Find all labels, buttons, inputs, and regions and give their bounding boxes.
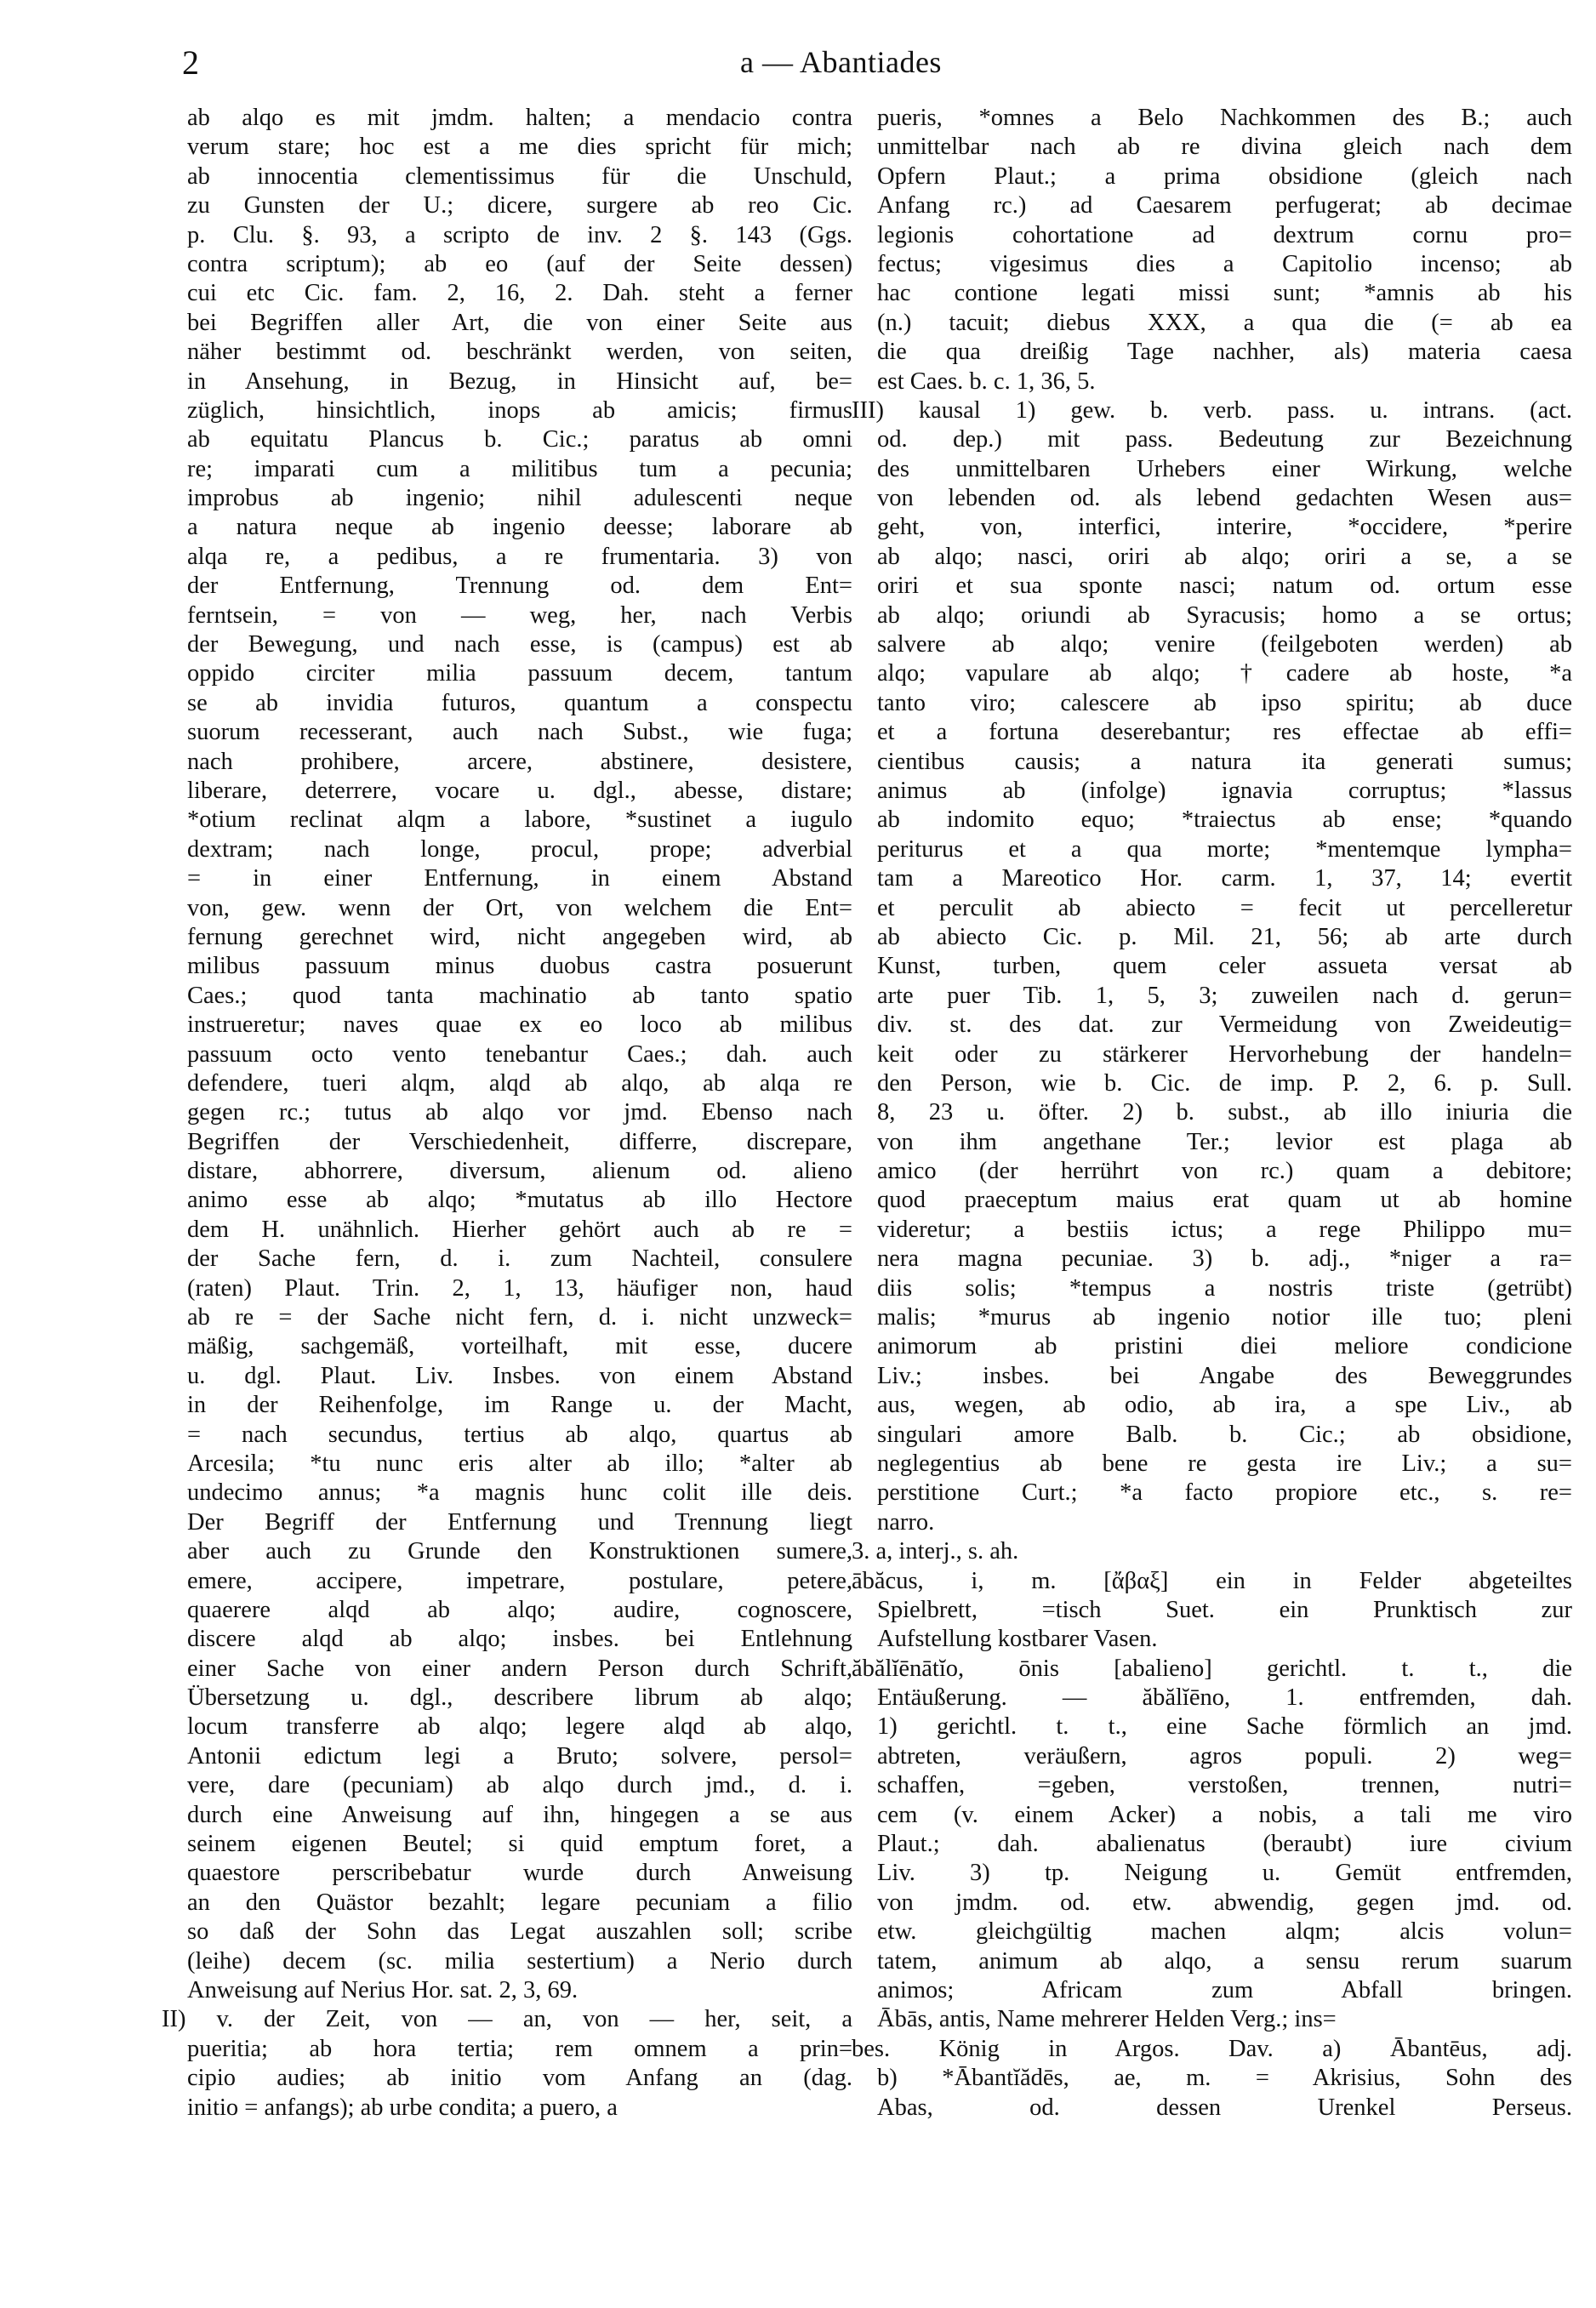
text-line: pueris, *omnes a Belo Nachkommen des B.; auch xyxy=(877,105,1572,131)
right-column xyxy=(852,104,1572,2123)
text-line: von, gew. wenn der Ort, von welchem die Ent= xyxy=(187,894,852,921)
text-line: von jmdm. od. etw. abwendig, gegen jmd. od. xyxy=(877,1889,1572,1916)
text-line: von ihm angethane Ter.; levior est plaga ab xyxy=(877,1128,1572,1155)
text-line: Aufstellung kostbarer Vasen. xyxy=(877,1626,1158,1653)
text-line: emere, accipere, impetrare, postulare, petere, xyxy=(187,1567,852,1594)
text-line: Begriffen der Verschiedenheit, differre, discrepare, xyxy=(187,1128,852,1155)
text-line: einer Sache von einer andern Person durch Schrift, xyxy=(187,1655,852,1682)
text-line: der Sache fern, d. i. zum Nachteil, consulere xyxy=(187,1245,852,1273)
text-line: liberare, deterrere, vocare u. dgl., abesse, distare; xyxy=(187,777,852,804)
text-line: perstitione Curt.; *a facto propiore etc., s. re= xyxy=(877,1479,1572,1507)
text-line: cui etc Cic. fam. 2, 16, 2. Dah. steht a ferner xyxy=(187,280,852,307)
text-line: defendere, tueri alqm, alqd ab alqo, ab alqa re xyxy=(187,1069,852,1097)
text-line: fectus; vigesimus dies a Capitolio incenso; ab xyxy=(877,250,1572,277)
text-line: narro. xyxy=(877,1508,935,1536)
text-line: ab innocentia clementissimus für die Unschuld, xyxy=(187,162,852,190)
text-line: cipio audies; ab initio vom Anfang an (dag. xyxy=(187,2065,852,2092)
text-line: u. dgl. Plaut. Liv. Insbes. von einem Abstand xyxy=(187,1362,852,1389)
text-line: Antonii edictum legi a Bruto; solvere, persol= xyxy=(187,1742,852,1769)
text-line: Liv. 3) tp. Neigung u. Gemüt entfremden, xyxy=(877,1860,1572,1887)
text-line: aus, wegen, ab odio, ab ira, a spe Liv., ab xyxy=(877,1392,1572,1419)
text-line: Entäußerung. — ăbălĭēno, 1. entfremden, dah. xyxy=(877,1684,1572,1712)
text-line: 1) gerichtl. t. t., eine Sache förmlich an jmd. xyxy=(877,1713,1572,1741)
text-line: ab indomito equo; *traiectus ab ense; *quando xyxy=(877,806,1572,834)
text-line: Opfern Plaut.; a prima obsidione (gleich nach xyxy=(877,162,1572,190)
page-number: 2 xyxy=(182,43,199,82)
text-line: gegen rc.; tutus ab alqo vor jmd. Ebenso nach xyxy=(187,1099,852,1126)
text-line: ab alqo es mit jmdm. halten; a mendacio contra xyxy=(187,105,852,131)
text-line: Caes.; quod tanta machinatio ab tanto spatio xyxy=(187,982,852,1009)
text-line: (raten) Plaut. Trin. 2, 1, 13, häufiger non, haud xyxy=(187,1274,852,1302)
text-line: mäßig, sachgemäß, vorteilhaft, mit esse, ducere xyxy=(187,1333,852,1360)
text-line: Anweisung auf Nerius Hor. sat. 2, 3, 69. xyxy=(187,1977,579,2003)
text-line: = in einer Entfernung, in einem Abstand xyxy=(187,865,852,892)
text-line: tatem, animum ab alqo, a sensu rerum suarum xyxy=(877,1947,1572,1975)
text-line: cem (v. einem Acker) a nobis, a tali me viro xyxy=(877,1801,1572,1828)
text-line: Liv.; insbes. bei Angabe des Beweggrundes xyxy=(877,1362,1572,1389)
text-line: locum transferre ab alqo; legere alqd ab alqo, xyxy=(187,1713,852,1741)
text-line: Kunst, turben, quem celer assueta versat ab xyxy=(877,953,1572,980)
text-line: ab re = der Sache nicht fern, d. i. nicht unzweck= xyxy=(187,1304,852,1331)
text-line: milibus passuum minus duobus castra posuerunt xyxy=(187,953,852,980)
entry-start-line: ābăcus, i, m. [ἄβαξ] ein in Felder abgeteiltes xyxy=(852,1567,1572,1594)
text-line: unmittelbar nach ab re divina gleich nach dem xyxy=(877,134,1572,161)
text-line: ab abiecto Cic. p. Mil. 21, 56; ab arte durch xyxy=(877,923,1572,950)
text-line: salvere ab alqo; venire (feilgeboten werden) ab xyxy=(877,631,1572,658)
text-line: alqa re, a pedibus, a re frumentaria. 3) von xyxy=(187,543,852,570)
text-line: quaestore perscribebatur wurde durch Anweisung xyxy=(187,1860,852,1887)
text-line: Abas, od. dessen Urenkel Perseus. xyxy=(877,2094,1572,2121)
text-line: dextram; nach longe, procul, prope; adverbial xyxy=(187,835,852,863)
text-line: etw. gleichgültig machen alqm; alcis volun= xyxy=(877,1918,1572,1946)
text-line: quaerere alqd ab alqo; audire, cognoscere, xyxy=(187,1596,852,1623)
text-line: von lebenden od. als lebend gedachten Wesen aus= xyxy=(877,485,1572,512)
text-line: videretur; a bestiis ictus; a rege Philippo mu= xyxy=(877,1216,1572,1243)
entry-start-line: bes. König in Argos. Dav. a) Ābantēus, adj. xyxy=(852,2035,1572,2062)
text-line: seinem eigenen Beutel; si quid emptum foret, a xyxy=(187,1831,852,1858)
text-line: geht, von, interfici, interire, *occidere, *perire xyxy=(877,514,1572,541)
text-line: legionis cohortatione ad dextrum cornu pro= xyxy=(877,221,1572,248)
text-line: et perculit ab abiecto = fecit ut percelleretur xyxy=(877,894,1572,921)
text-line: nach prohibere, arcere, abstinere, desistere, xyxy=(187,748,852,775)
text-line: ab alqo; nasci, oriri ab alqo; oriri a se, a se xyxy=(877,543,1572,570)
text-line: Der Begriff der Entfernung und Trennung liegt xyxy=(187,1508,852,1536)
text-line: p. Clu. §. 93, a scripto de inv. 2 §. 143 (Ggs. xyxy=(187,221,852,248)
text-line: Anfang rc.) ad Caesarem perfugerat; ab decimae xyxy=(877,192,1572,219)
text-line: (leihe) decem (sc. milia sestertium) a Nerio durch xyxy=(187,1947,852,1975)
text-line: so daß der Sohn das Legat auszahlen soll; scribe xyxy=(187,1918,852,1946)
text-line: Plaut.; dah. abalienatus (beraubt) iure civium xyxy=(877,1831,1572,1858)
text-line: der Entfernung, Trennung od. dem Ent= xyxy=(187,573,852,600)
entry-start-line: 3. a, interj., s. ah. xyxy=(852,1538,1019,1565)
text-line: tanto viro; calescere ab ipso spiritu; ab duce xyxy=(877,689,1572,716)
text-line: singulari amore Balb. b. Cic.; ab obsidione, xyxy=(877,1421,1572,1448)
text-line: aber auch zu Grunde den Konstruktionen sumere, xyxy=(187,1538,852,1565)
text-line: contra scriptum); ab eo (auf der Seite dessen) xyxy=(187,250,852,277)
text-line: schaffen, =geben, verstoßen, trennen, nutri= xyxy=(877,1772,1572,1799)
text-line: zu Gunsten der U.; dicere, surgere ab reo Cic. xyxy=(187,192,852,219)
text-line: se ab invidia futuros, quantum a conspectu xyxy=(187,689,852,716)
text-line: abtreten, veräußern, agros populi. 2) weg= xyxy=(877,1742,1572,1769)
text-line: oriri et sua sponte nasci; natum od. ortum esse xyxy=(877,573,1572,600)
entry-start-line: III) kausal 1) gew. b. verb. pass. u. intrans. (act. xyxy=(852,396,1572,424)
text-line: passuum octo vento tenebantur Caes.; dah. auch xyxy=(187,1040,852,1068)
text-line: od. dep.) mit pass. Bedeutung zur Bezeichnung xyxy=(877,426,1572,453)
text-line: der Bewegung, und nach esse, is (campus) est ab xyxy=(187,631,852,658)
text-line: b) *Ābantĭădēs, ae, m. = Akrisius, Sohn des xyxy=(877,2065,1572,2092)
text-line: alqo; vapulare ab alqo; †cadere ab hoste, *a xyxy=(877,660,1572,687)
text-line: Ābās, antis, Name mehrerer Helden Verg.; ins= xyxy=(877,2006,1337,2033)
text-line: quod praeceptum maius erat quam ut ab homine xyxy=(877,1187,1572,1214)
text-line: animo esse ab alqo; *mutatus ab illo Hectore xyxy=(187,1187,852,1214)
text-line: tam a Mareotico Hor. carm. 1, 37, 14; evertit xyxy=(877,865,1572,892)
text-line: ferntsein, = von — weg, her, nach Verbis xyxy=(187,601,852,629)
text-line: Übersetzung u. dgl., describere librum ab alqo; xyxy=(187,1684,852,1712)
text-line: undecimo annus; *a magnis hunc colit ille deis. xyxy=(187,1479,852,1507)
text-line: div. st. des dat. zur Vermeidung von Zweideutig= xyxy=(877,1012,1572,1039)
text-line: bei Begriffen aller Art, die von einer Seite aus xyxy=(187,309,852,336)
text-line: = nach secundus, tertius ab alqo, quartus ab xyxy=(187,1421,852,1448)
text-line: animorum ab pristini diei meliore condicione xyxy=(877,1333,1572,1360)
running-title: a — Abantiades xyxy=(740,45,942,79)
text-line: Arcesila; *tu nunc eris alter ab illo; *alter ab xyxy=(187,1450,852,1477)
text-line: periturus et a qua morte; *mentemque lympha= xyxy=(877,835,1572,863)
text-line: initio = anfangs); ab urbe condita; a puero, a xyxy=(187,2094,618,2121)
text-line: a natura neque ab ingenio deesse; laborare ab xyxy=(187,514,852,541)
text-line: fernung gerechnet wird, nicht angegeben wird, ab xyxy=(187,923,852,950)
text-line: (n.) tacuit; diebus XXX, a qua die (= ab ea xyxy=(877,309,1572,336)
text-line: amico (der herrührt von rc.) quam a debitore; xyxy=(877,1158,1572,1185)
text-line: cientibus causis; a natura ita generati sumus; xyxy=(877,748,1572,775)
text-line: *otium reclinat alqm a labore, *sustinet a iugulo xyxy=(187,806,852,834)
text-line: den Person, wie b. Cic. de imp. P. 2, 6. p. Sull. xyxy=(877,1069,1572,1097)
text-line: nera magna pecuniae. 3) b. adj., *niger a ra= xyxy=(877,1245,1572,1273)
entry-start-line: ăbălĭēnātĭo, ōnis [abalieno] gerichtl. t. t., die xyxy=(852,1655,1572,1682)
text-line: discere alqd ab alqo; insbes. bei Entlehnung xyxy=(187,1626,852,1653)
text-line: distare, abhorrere, diversum, alienum od. alieno xyxy=(187,1158,852,1185)
text-line: verum stare; hoc est a me dies spricht für mich; xyxy=(187,134,852,161)
text-line: arte puer Tib. 1, 5, 3; zuweilen nach d. gerun= xyxy=(877,982,1572,1009)
text-line: improbus ab ingenio; nihil adulescenti neque xyxy=(187,485,852,512)
text-line: pueritia; ab hora tertia; rem omnem a prin= xyxy=(187,2035,852,2062)
text-line: instrueretur; naves quae ex eo loco ab milibus xyxy=(187,1012,852,1039)
text-line: durch eine Anweisung auf ihn, hingegen a se aus xyxy=(187,1801,852,1828)
text-line: dem H. unähnlich. Hierher gehört auch ab re = xyxy=(187,1216,852,1243)
text-line: malis; *murus ab ingenio notior ille tuo; pleni xyxy=(877,1304,1572,1331)
text-line: animus ab (infolge) ignavia corruptus; *lassus xyxy=(877,777,1572,804)
text-line: neglegentius ab bene re gesta ire Liv.; a su= xyxy=(877,1450,1572,1477)
text-line: die qua dreißig Tage nachher, als) materia caesa xyxy=(877,339,1572,366)
text-line: hac contione legati missi sunt; *amnis ab his xyxy=(877,280,1572,307)
text-line: re; imparati cum a militibus tum a pecunia; xyxy=(187,455,852,482)
entry-start-line: II) v. der Zeit, von — an, von — her, seit, a xyxy=(162,2006,852,2033)
text-line: keit oder zu stärkerer Hervorhebung der handeln= xyxy=(877,1040,1572,1068)
text-line: züglich, hinsichtlich, inops ab amicis; firmus xyxy=(187,396,852,424)
text-line: des unmittelbaren Urhebers einer Wirkung, welche xyxy=(877,455,1572,482)
text-line: suorum recesserant, auch nach Subst., wie fuga; xyxy=(187,719,852,746)
text-line: animos; Africam zum Abfall bringen. xyxy=(877,1977,1572,2003)
text-line: in der Reihenfolge, im Range u. der Macht, xyxy=(187,1392,852,1419)
text-line: ab equitatu Plancus b. Cic.; paratus ab omni xyxy=(187,426,852,453)
text-line: oppido circiter milia passuum decem, tantum xyxy=(187,660,852,687)
text-line: in Ansehung, in Bezug, in Hinsicht auf, be= xyxy=(187,368,852,395)
text-line: an den Quästor bezahlt; legare pecuniam a filio xyxy=(187,1889,852,1916)
text-line: est Caes. b. c. 1, 36, 5. xyxy=(877,368,1096,395)
left-column xyxy=(162,104,852,2123)
text-line: Spielbrett, =tisch Suet. ein Prunktisch zur xyxy=(877,1596,1572,1623)
text-line: vere, dare (pecuniam) ab alqo durch jmd., d. i. xyxy=(187,1772,852,1799)
text-line: diis solis; *tempus a nostris triste (getrübt) xyxy=(877,1274,1572,1302)
text-line: et a fortuna deserebantur; res effectae ab effi= xyxy=(877,719,1572,746)
text-line: ab alqo; oriundi ab Syracusis; homo a se ortus; xyxy=(877,601,1572,629)
text-line: 8, 23 u. öfter. 2) b. subst., ab illo iniuria die xyxy=(877,1099,1572,1126)
text-line: näher bestimmt od. beschränkt werden, von seiten, xyxy=(187,339,852,366)
